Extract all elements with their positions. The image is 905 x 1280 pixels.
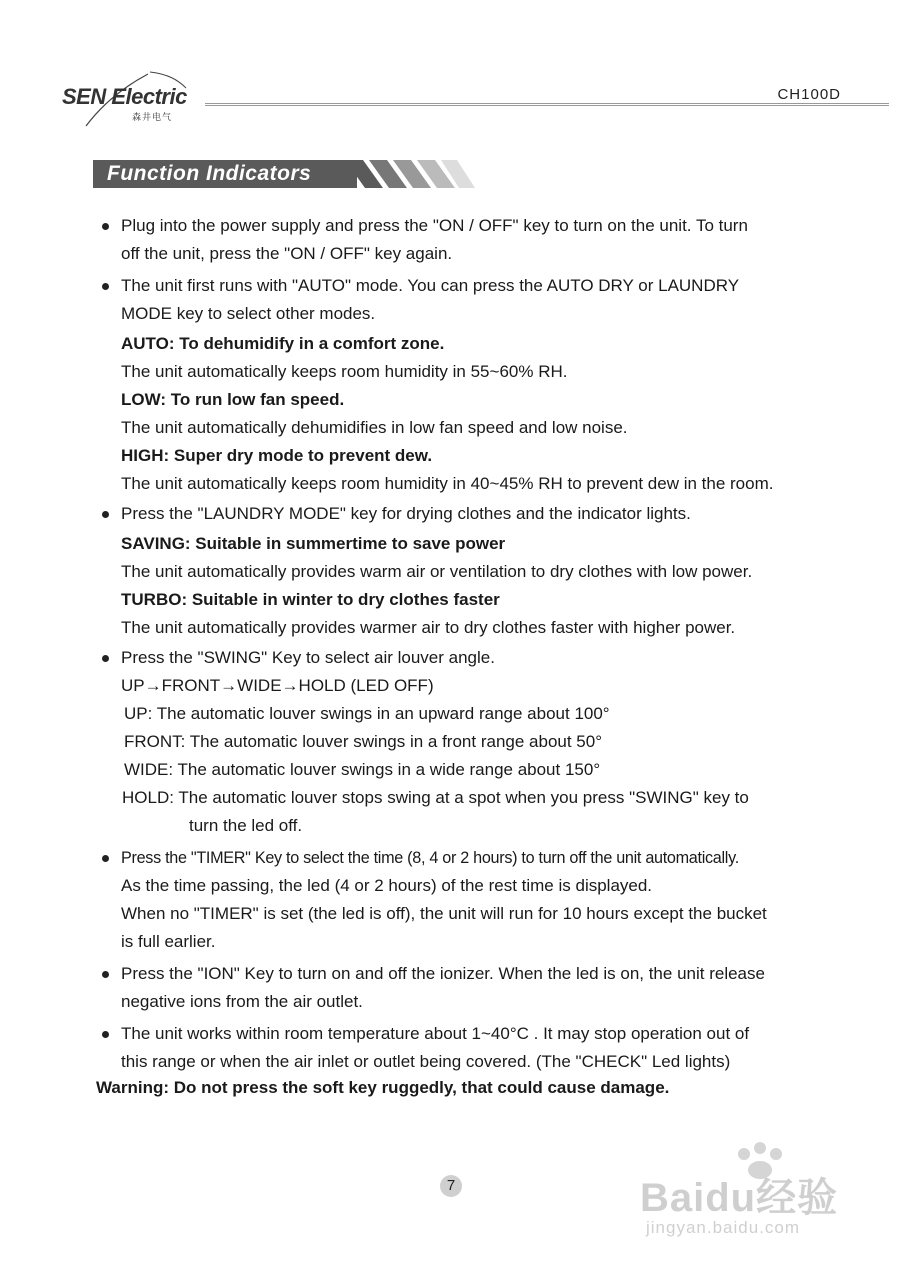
item-text: When no "TIMER" is set (the led is off), the unit will run for 10 hours except the bucket — [121, 904, 767, 923]
list-item — [96, 844, 826, 956]
swing-hold-text: HOLD: The automatic louver stops swing at a spot when you press "SWING" key to — [122, 788, 749, 807]
logo-text: SEN Electric — [62, 84, 187, 109]
list-item — [96, 272, 826, 328]
swing-hold-text-cont: turn the led off. — [189, 816, 303, 835]
mode-high-heading: HIGH: Super dry mode to prevent dew. — [121, 446, 433, 465]
turbo-text: The unit automatically provides warmer air to dry clothes faster with higher power. — [121, 618, 736, 637]
heading-stripes-icon — [345, 160, 475, 188]
logo-subtitle: 森井电气 — [132, 112, 173, 122]
item-text: As the time passing, the led (4 or 2 hours) of the rest time is displayed. — [121, 876, 653, 895]
page-header — [0, 0, 905, 140]
mode-descriptions — [96, 330, 826, 498]
item-text: The unit first runs with "AUTO" mode. You can press the AUTO DRY or LAUNDRY — [121, 276, 740, 295]
item-text: Press the "SWING" Key to select air louver angle. — [121, 648, 495, 667]
item-text: Press the "ION" Key to turn on and off the ionizer. When the led is on, the unit release — [121, 964, 765, 983]
bullet-icon — [102, 971, 109, 978]
saving-heading: SAVING: Suitable in summertime to save power — [121, 534, 506, 553]
watermark-main: Baidu经验 — [640, 1176, 839, 1220]
laundry-descriptions — [96, 530, 826, 642]
item-text: off the unit, press the "ON / OFF" key again. — [121, 244, 453, 263]
saving-text: The unit automatically provides warm air or ventilation to dry clothes with low power. — [121, 562, 753, 581]
bullet-icon — [102, 1031, 109, 1038]
item-text: negative ions from the air outlet. — [121, 992, 363, 1011]
swing-sequence: UP→FRONT→WIDE→HOLD (LED OFF) — [121, 676, 434, 695]
watermark-sub: jingyan.baidu.com — [646, 1218, 801, 1237]
turbo-heading: TURBO: Suitable in winter to dry clothes faster — [121, 590, 500, 609]
item-text: MODE key to select other modes. — [121, 304, 376, 323]
page-number: 7 — [440, 1175, 462, 1197]
mode-auto-heading: AUTO: To dehumidify in a comfort zone. — [121, 334, 445, 353]
bullet-icon — [102, 655, 109, 662]
bullet-icon — [102, 511, 109, 518]
function-indicator-list — [96, 212, 826, 1078]
list-item — [96, 1020, 826, 1076]
model-number: CH100D — [777, 86, 841, 103]
item-text: Press the "TIMER" Key to select the time (8, 4 or 2 hours) to turn off the unit automatically. — [121, 849, 739, 867]
swing-front-text: FRONT: The automatic louver swings in a front range about 50° — [124, 732, 603, 751]
bullet-icon — [102, 223, 109, 230]
header-rule — [205, 103, 889, 106]
swing-up-text: UP: The automatic louver swings in an upward range about 100° — [124, 704, 610, 723]
mode-low-text: The unit automatically dehumidifies in low fan speed and low noise. — [121, 418, 628, 437]
mode-high-text: The unit automatically keeps room humidity in 40~45% RH to prevent dew in the room. — [121, 474, 774, 493]
list-item — [96, 500, 826, 528]
bullet-icon — [102, 855, 109, 862]
bullet-icon — [102, 283, 109, 290]
watermark — [640, 1140, 860, 1250]
item-text: this range or when the air inlet or outlet being covered. (The "CHECK" Led lights) — [121, 1052, 731, 1071]
swing-wide-text: WIDE: The automatic louver swings in a wide range about 150° — [124, 760, 601, 779]
list-item — [96, 960, 826, 1016]
list-item — [96, 212, 826, 268]
item-text: Press the "LAUNDRY MODE" key for drying clothes and the indicator lights. — [121, 504, 691, 523]
item-text: is full earlier. — [121, 932, 216, 951]
brand-logo — [58, 70, 218, 130]
mode-low-heading: LOW: To run low fan speed. — [121, 390, 345, 409]
item-text: Plug into the power supply and press the "ON / OFF" key to turn on the unit. To turn — [121, 216, 748, 235]
item-text: The unit works within room temperature about 1~40°C . It may stop operation out of — [121, 1024, 750, 1043]
mode-auto-text: The unit automatically keeps room humidity in 55~60% RH. — [121, 362, 568, 381]
list-item — [96, 644, 826, 840]
section-title: Function Indicators — [93, 160, 357, 188]
warning-text: Warning: Do not press the soft key ruggedly, that could cause damage. — [96, 1078, 670, 1097]
